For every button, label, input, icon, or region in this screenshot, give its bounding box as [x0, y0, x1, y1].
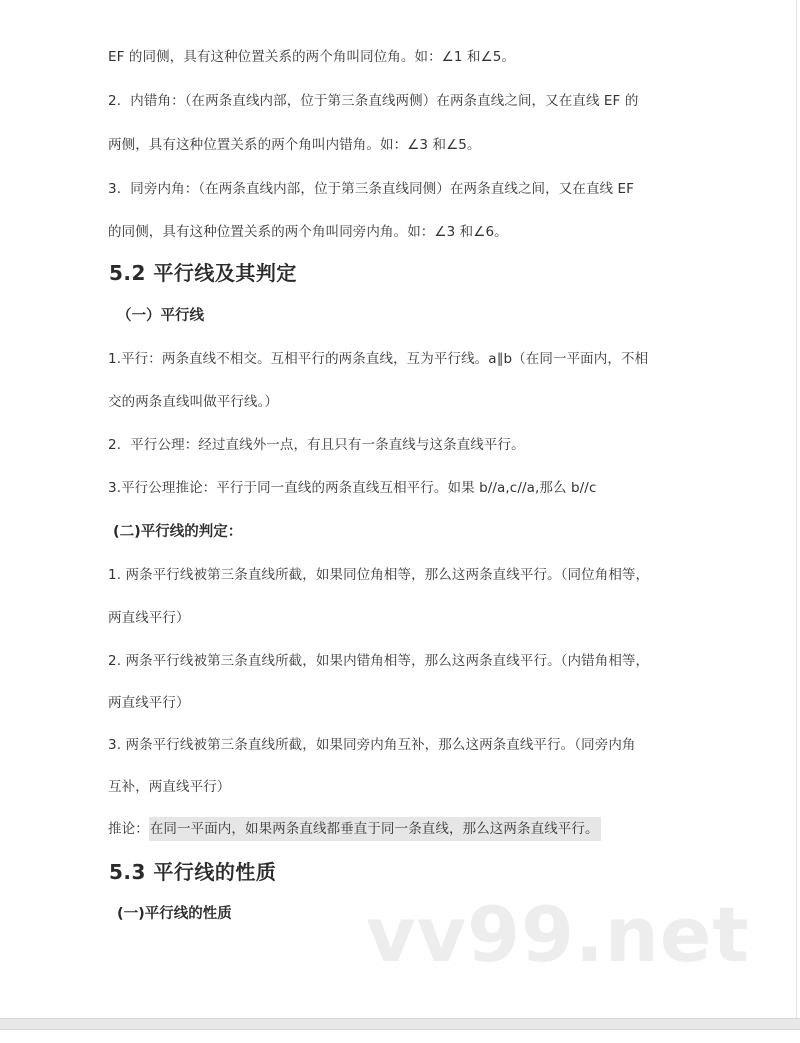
- section-heading-5-2: 5.2 平行线及其判定: [109, 261, 297, 285]
- paragraph-line: 3. 两条平行线被第三条直线所截，如果同旁内角互补，那么这两条直线平行。（同旁内角: [108, 737, 636, 753]
- paragraph-line: 3．同旁内角：（在两条直线内部，位于第三条直线同侧）在两条直线之间，又在直线 EF: [108, 181, 635, 197]
- paragraph-line: 1. 两条平行线被第三条直线所截，如果同位角相等，那么这两条直线平行。（同位角相等，: [108, 567, 650, 583]
- paragraph-line: EF 的同侧，具有这种位置关系的两个角叫同位角。如：∠1 和∠5。: [108, 49, 516, 65]
- paragraph-line: 交的两条直线叫做平行线。）: [108, 394, 279, 410]
- paragraph-line: 3.平行公理推论：平行于同一直线的两条直线互相平行。如果 b//a,c//a,那么 b//c: [108, 480, 597, 496]
- highlighted-corollary-text[interactable]: 在同一平面内，如果两条直线都垂直于同一条直线，那么这两条直线平行。: [149, 817, 601, 841]
- next-page-edge: [0, 1030, 800, 1043]
- paragraph-line: 2．内错角：（在两条直线内部，位于第三条直线两侧）在两条直线之间，又在直线 EF 的: [108, 93, 639, 109]
- paragraph-line: 两直线平行）: [108, 610, 190, 626]
- subheading-parallel-properties: (一)平行线的性质: [117, 906, 232, 922]
- paragraph-line: 的同侧，具有这种位置关系的两个角叫同旁内角。如：∠3 和∠6。: [108, 224, 508, 240]
- section-heading-5-3: 5.3 平行线的性质: [109, 860, 277, 884]
- paragraph-line: 两侧，具有这种位置关系的两个角叫内错角。如：∠3 和∠5。: [108, 137, 481, 153]
- paragraph-line: 互补，两直线平行）: [108, 779, 231, 795]
- paragraph-line: 两直线平行）: [108, 695, 190, 711]
- watermark-text: vv99.net: [366, 890, 750, 979]
- corollary-line: [108, 819, 601, 839]
- paragraph-line: 1.平行：两条直线不相交。互相平行的两条直线，互为平行线。a∥b（在同一平面内，不相: [108, 351, 649, 367]
- corollary-label: 推论：: [108, 821, 149, 837]
- paragraph-line: 2. 两条平行线被第三条直线所截，如果内错角相等，那么这两条直线平行。（内错角相等，: [108, 653, 650, 669]
- page-separator-bar: [0, 1018, 800, 1030]
- subheading-parallel-lines: （一）平行线: [117, 308, 204, 324]
- subheading-parallel-criteria: (二)平行线的判定：: [113, 524, 243, 540]
- paragraph-line: 2．平行公理：经过直线外一点，有且只有一条直线与这条直线平行。: [108, 437, 525, 453]
